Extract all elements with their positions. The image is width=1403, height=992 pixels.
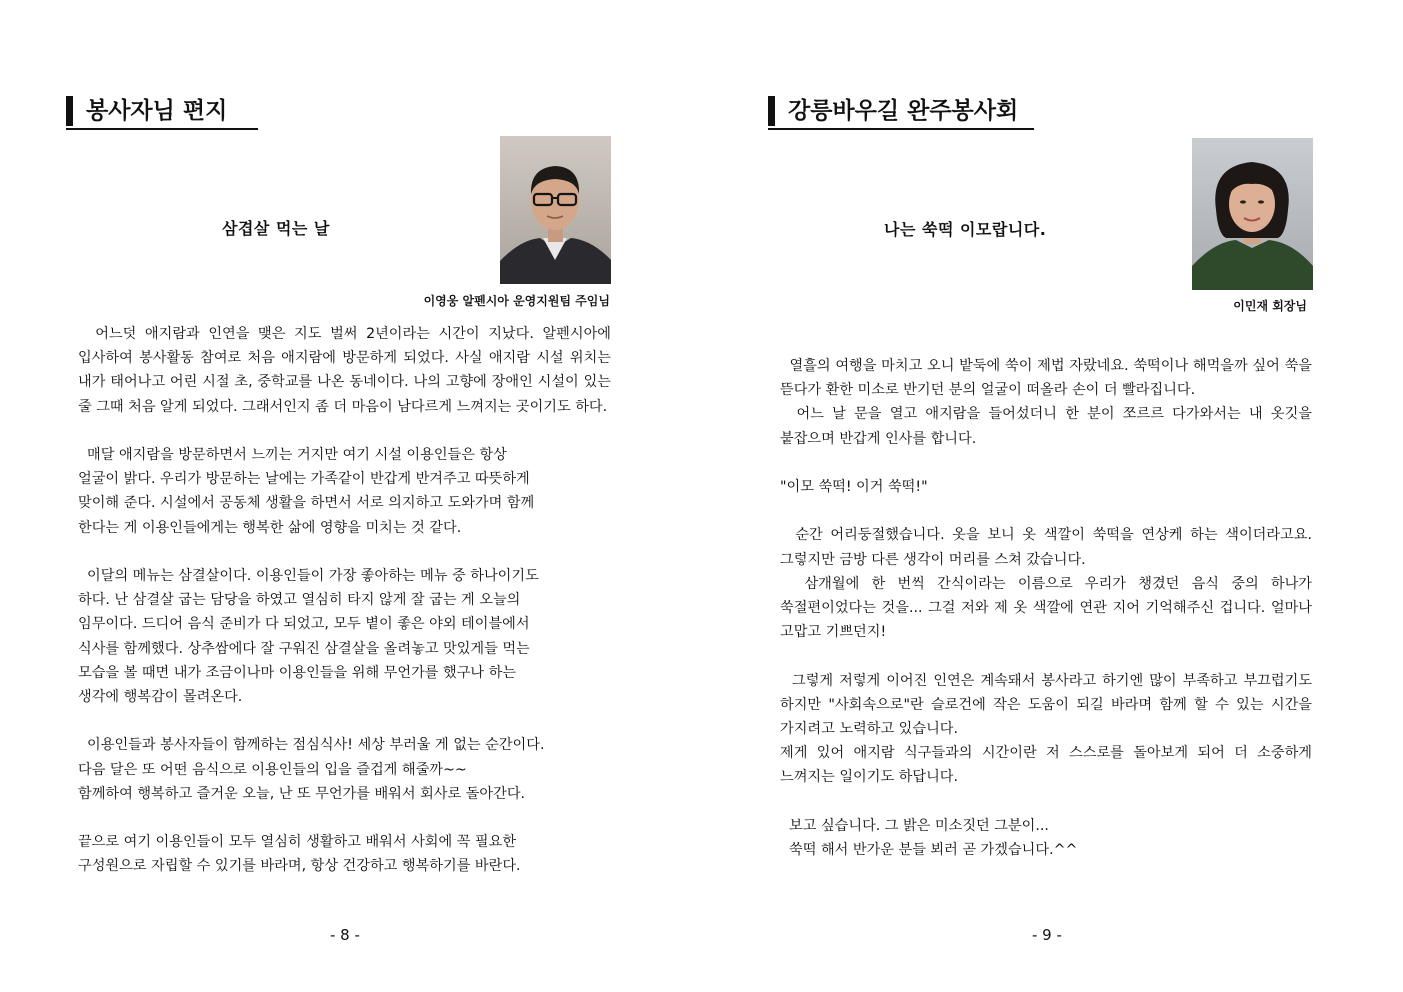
section-marker-bar: [768, 96, 775, 126]
section-underline: [768, 128, 1034, 130]
right-article-body: 열흘의 여행을 마치고 오니 밭둑에 쑥이 제법 자랐네요. 쑥떡이나 해먹을까 싶어 쑥을 뜯다가 환한 미소로 반기던 분의 얼굴이 떠올라 손이 더 빨라집니다. 어느 날 문을 열고 애지람을 들어섰더니 한 분이 쪼르르 다가와서는 내 옷깃을 붙잡으며 반갑게 인사를 합니다. "이모 쑥떡! 이거 쑥떡!" 순간 어리둥절했습니다. 옷을 보니 옷 색깔이 쑥떡을 연상케 하는 색이더라고요. 그렇지만 금방 다른 생각이 머리를 스쳐 갔습니다. 삼개월에 한 번씩 간식이라는 이름으로 우리가 챙겼던 음식 중의 하나가 쑥절편이었다는 것을... 그걸 저와 제 옷 색깔에 연관 지어 기억해주신 겁니다. 얼마나 고맙고 기쁘던지! 그렇게 저렇게 이어진 인연은 계속돼서 봉사라고 하기엔 많이 부족하고 부끄럽기도 하지만 "사회속으로"란 슬로건에 작은 도움이 되길 바라며 함께 할 수 있는 시간을 가지려고 노력하고 있습니다. 제게 있어 애지람 식구들과의 시간이란 저 스스로를 돌아보게 되어 더 소중하게 느껴지는 일이기도 하답니다. 보고 싶습니다. 그 밝은 미소짓던 그분이... 쑥떡 해서 반가운 분들 뵈러 곧 가겠습니다.^^: [780, 358, 1312, 859]
right-section-title: 강릉바우길 완주봉사회: [788, 98, 1019, 124]
section-underline: [66, 128, 258, 130]
left-page: [0, 0, 700, 992]
right-page: [702, 0, 1403, 992]
left-article-title: 삼겹살 먹는 날: [222, 219, 330, 238]
right-author-caption: 이민재 회장님: [1233, 299, 1307, 313]
left-author-caption: 이영웅 알펜시아 운영지원팀 주임님: [423, 294, 610, 308]
left-article-body: 어느덧 애지람과 인연을 맺은 지도 벌써 2년이라는 시간이 지났다. 알펜시아에 입사하여 봉사활동 참여로 처음 애지람에 방문하게 되었다. 사실 애지람 시설 위치는 내가 태어나고 어린 시절 초, 중학교를 나온 동네이다. 나의 고향에 장애인 시설이 있는 줄 그때 처음 알게 되었다. 그래서인지 좀 더 마음이 남다르게 느껴지는 곳이기도 하다. 매달 애지람을 방문하면서 느끼는 거지만 여기 시설 이용인들은 항상 얼굴이 밝다. 우리가 방문하는 날에는 가족같이 반갑게 반겨주고 따뜻하게 맞이해 준다. 시설에서 공동체 생활을 하면서 서로 의지하고 도와가며 함께 한다는 게 이용인들에게는 행복한 삶에 영향을 미치는 것 같다. 이달의 메뉴는 삼결살이다. 이용인들이 가장 좋아하는 메뉴 중 하나이기도 하다. 난 삼결살 굽는 담당을 하였고 열심히 타지 않게 잘 굽는 게 오늘의 임무이다. 드디어 음식 준비가 다 되었고, 모두 볕이 좋은 야외 테이블에서 식사를 함께했다. 상추쌈에다 잘 구워진 삼결살을 올려놓고 맛있게들 먹는 모습을 볼 때면 내가 조금이나마 이용인들을 위해 무언가를 했구나 하는 생각에 행복감이 몰려온다. 이용인들과 봉사자들이 함께하는 점심식사! 세상 부러울 게 없는 순간이다. 다음 달은 또 어떤 음식으로 이용인들의 입을 즐겁게 해줄까~~ 함께하여 행복하고 즐거운 오늘, 난 또 무언가를 배워서 회사로 돌아간다. 끝으로 여기 이용인들이 모두 열심히 생활하고 배워서 사회에 꼭 필요한 구성원으로 자립할 수 있기를 바라며, 항상 건강하고 행복하기를 바란다.: [78, 326, 611, 875]
right-section-header: [768, 96, 1034, 130]
right-author-photo: [1192, 138, 1313, 290]
section-marker-bar: [66, 96, 73, 126]
left-author-photo: [500, 136, 611, 284]
right-article-title: 나는 쑥떡 이모랍니다.: [884, 220, 1047, 239]
left-page-number: - 8 -: [330, 926, 360, 944]
left-section-title: 봉사자님 편지: [86, 98, 228, 124]
left-section-header: [66, 96, 258, 130]
right-page-number: - 9 -: [1032, 926, 1062, 944]
